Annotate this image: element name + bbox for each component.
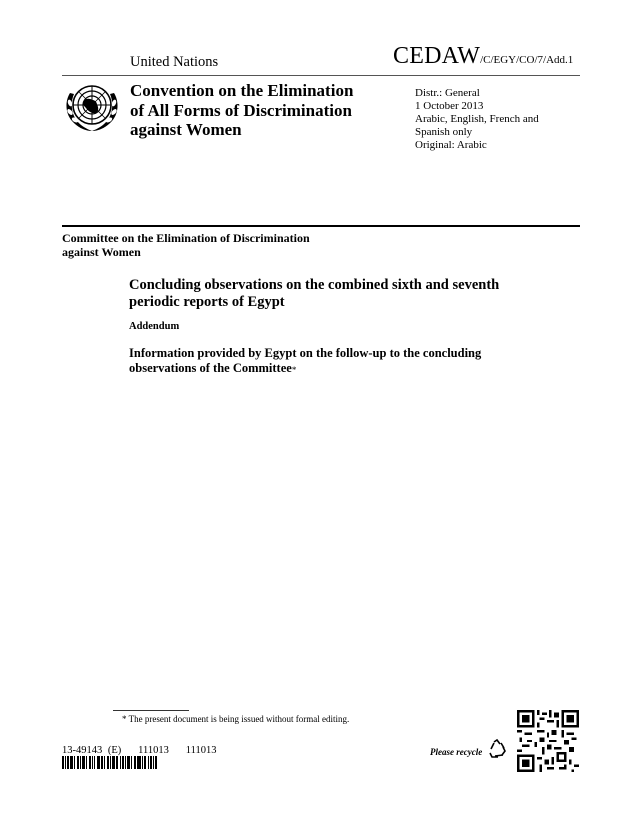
job-number: 13-49143 (E) 111013 111013 [62, 745, 217, 756]
qr-code-icon [517, 710, 579, 772]
document-title [129, 277, 549, 311]
symbol-main: CEDAW [393, 43, 481, 69]
organization-name: United Nations [130, 54, 219, 70]
subtitle-line: observations of the Committee [129, 361, 292, 375]
header-divider [62, 75, 580, 76]
section-divider [62, 225, 580, 227]
un-emblem-icon [62, 79, 122, 134]
footnote-text: * The present document is being issued without formal editing. [122, 714, 350, 724]
committee-line: against Women [62, 245, 141, 259]
original-language-line: Original: Arabic [415, 139, 487, 151]
recycle-text: Please recycle [430, 747, 483, 757]
convention-title-line: against Women [130, 120, 242, 139]
subtitle-line: Information provided by Egypt on the follow-up to the concluding [129, 346, 482, 360]
recycle-icon [486, 738, 508, 760]
title-line: periodic reports of Egypt [129, 294, 285, 310]
footnote-divider [113, 710, 189, 711]
document-symbol [393, 43, 573, 70]
distribution-info [415, 87, 539, 152]
committee-line: Committee on the Elimination of Discrimination [62, 231, 310, 245]
convention-title-line: of All Forms of Discrimination [130, 100, 352, 120]
distribution-line: Distr.: General [415, 87, 480, 99]
date-line: 1 October 2013 [415, 100, 484, 112]
document-subtitle [129, 346, 559, 376]
convention-title-line: Convention on the Elimination [130, 81, 354, 100]
footnote-marker: * [291, 365, 297, 375]
committee-name [62, 231, 310, 259]
languages-line: Arabic, English, French and [415, 113, 539, 125]
convention-title [130, 81, 353, 140]
symbol-suffix: /C/EGY/CO/7/Add.1 [480, 54, 574, 66]
barcode-icon [62, 756, 167, 769]
addendum-label: Addendum [129, 321, 180, 332]
languages-line: Spanish only [415, 126, 473, 138]
title-line: Concluding observations on the combined sixth and seventh [129, 277, 500, 293]
